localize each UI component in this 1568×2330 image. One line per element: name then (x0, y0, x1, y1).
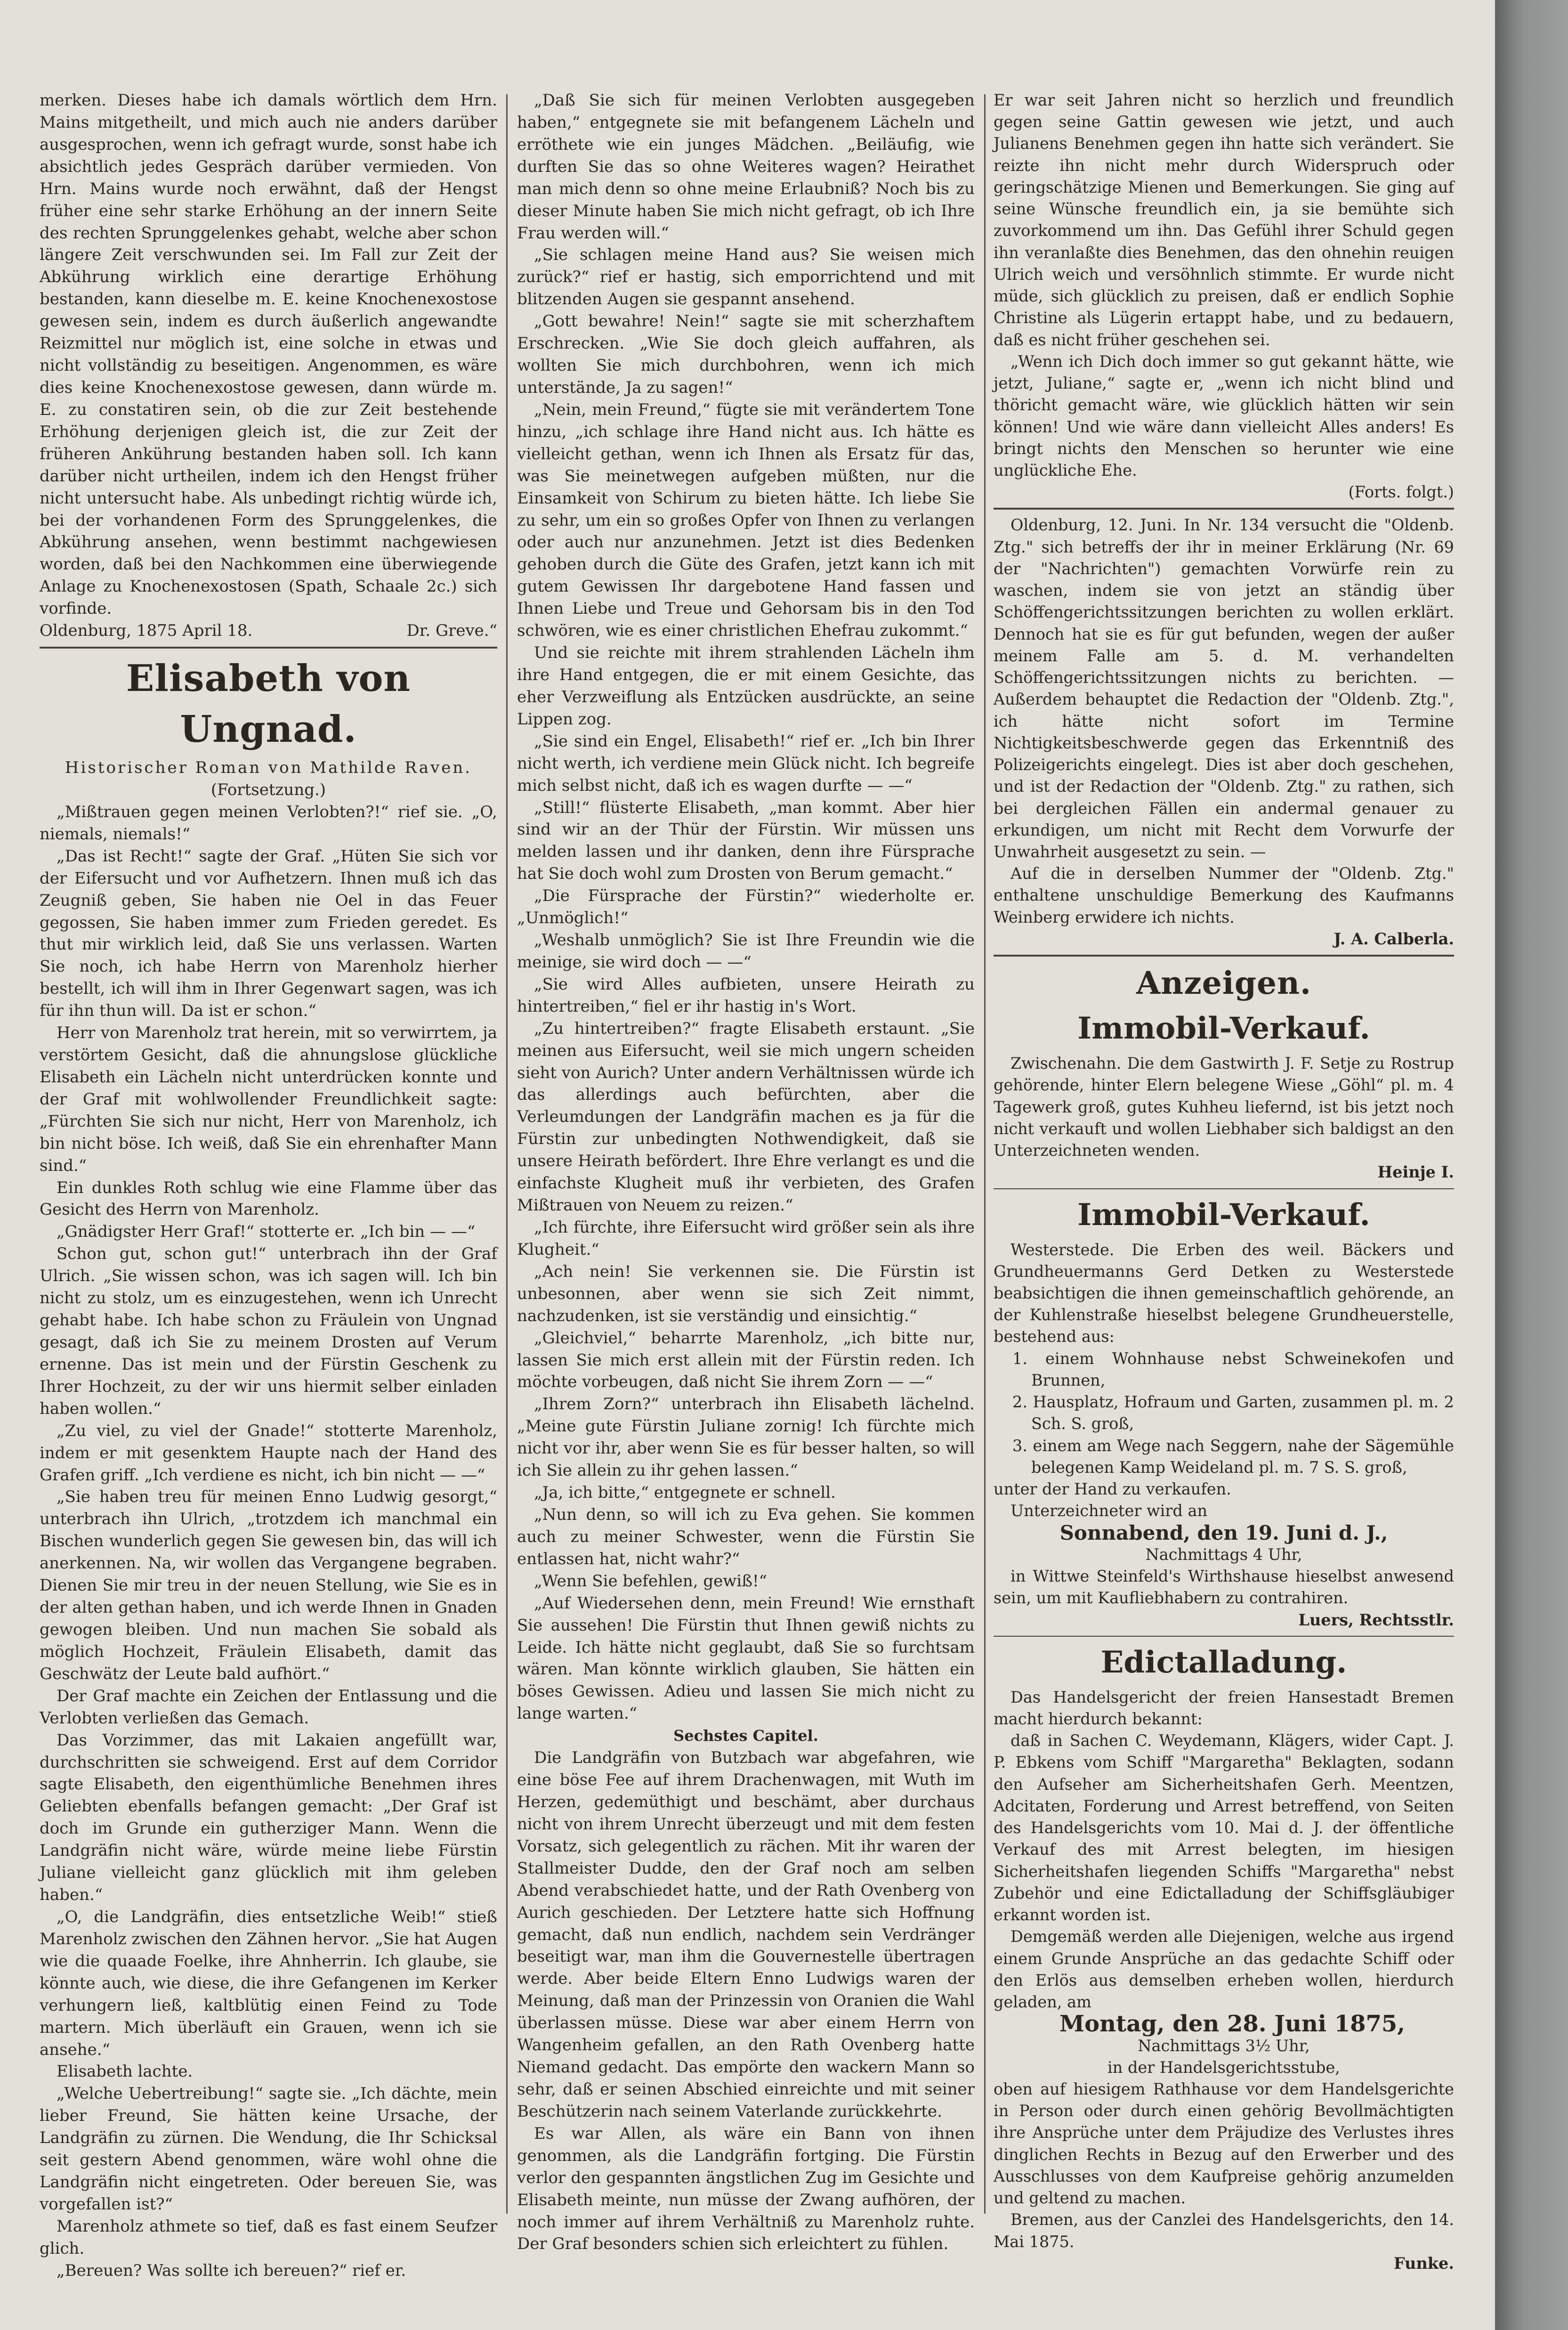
ad-text: Zwischenahn. Die dem Gastwirth J. F. Setje zu Rostrup gehörende, hinter Elern belegene Wiese „Göhl“ pl. m. 4 Tagewerk groß, gutes Kuhheu liefernd, ist bis jetzt noch nicht verkauft und wollen Liebhaber sich baldigst an den Unterzeichneten wenden. (994, 1054, 1454, 1160)
story-paragraph: „Zu hintertreiben?“ fragte Elisabeth erstaunt. „Sie meinen aus Eifersucht, weil sie mich ungern scheiden sieht von Aurich? Unter andern Verhältnissen würde ich das allerdings auch befürchten, aber die Verleumdungen der Landgräfin machen es ja für die Fürstin zur unbedingten Nothwendigkeit, daß sie unsere Heirath befördert. Ihre Ehre verlangt es und die einfachste Klugheit muß ihr verbieten, des Grafen Mißtrauen von Neuem zu reizen.“ (517, 1019, 975, 1215)
story-paragraph: Herr von Marenholz trat herein, mit so verwirrtem, ja verstörtem Gesicht, daß die ahnungslose glückliche Elisabeth ein Lächeln nicht unterdrücken konnte und der Graf mit wohlwollender Freundlichkeit sagte: „Fürchten Sie sich nur nicht, Herr von Marenholz, ich bin nicht böse. Ich weiß, daß Sie ein ehrenhafter Mann sind.“ (40, 1023, 497, 1175)
story-paragraph: „Sie haben treu für meinen Enno Ludwig gesorgt,“ unterbrach ihn Ulrich, „trotzdem ich manchmal ein Bischen wunderlich gegen Sie gewesen bin, das will ich anerkennen. Na, wir wollen das Vergangene begraben. Dienen Sie mir treu in der neuen Stellung, wie Sie es in der alten gethan haben, und ich werde Ihnen in Gnaden gewogen bleiben. Und nun machen Sie sobald als möglich Hochzeit, Fräulein Elisabeth, damit das Geschwätz der Leute bald aufhört.“ (40, 1487, 497, 1683)
story-paragraph: „O, die Landgräfin, dies entsetzliche Weib!“ stieß Marenholz zwischen den Zähnen hervor. „Sie hat Augen wie die quaade Foelke, ihre Ahnherrin. Ich glaube, sie könnte auch, wie diese, die ihre Gefangenen im Kerker verhungern ließ, kaltblütig einen Feind zu Tode martern. Mich überläuft ein Grauen, wenn ich sie ansehe.“ (40, 1907, 497, 2059)
novel-subtitle: Historischer Roman von Mathilde Raven. (65, 758, 472, 778)
ad-text: Unterzeichneter wird an (1010, 1502, 1208, 1520)
story-paragraph: „Ich fürchte, ihre Eifersucht wird größer sein als ihre Klugheit.“ (517, 1218, 975, 1259)
story-paragraph: „Ja, ich bitte,“ entgegnete er schnell. (534, 1483, 836, 1502)
ad-signature: Heinje I. (1377, 1163, 1454, 1182)
column-divider (984, 94, 986, 2214)
story-paragraph: „Weshalb unmöglich? Sie ist Ihre Freundin wie die meinige, sie wird doch — —“ (517, 931, 975, 972)
story-paragraph: „Die Fürsprache der Fürstin?“ wiederholte er. „Unmöglich!“ (517, 886, 975, 928)
story-paragraph: „Sie wird Alles aufbieten, unsere Heirath zu hintertreiben,“ fiel er ihr hastig in's Wort. (517, 974, 975, 1016)
scan-edge (1495, 0, 1568, 2330)
story-paragraph: „Ach nein! Sie verkennen sie. Die Fürstin ist unbesonnen, aber wenn sie sich Zeit nimmt, nachzudenken, ist sie verständig und einsichtig.“ (517, 1262, 975, 1325)
ad-signature: Funke. (1393, 2254, 1454, 2273)
ad-title: Immobil-Verkauf. (1077, 1197, 1370, 1233)
ad-closing: Bremen, aus der Canzlei des Handelsgerichts, den 14. Mai 1875. (994, 2210, 1454, 2251)
story-paragraph: „Das ist Recht!“ sagte der Graf. „Hüten Sie sich vor der Eifersucht und vor Aufhetzern. Ihnen muß ich das Zeugniß geben, Sie haben nie Oel in das Feuer gegossen, Sie haben immer zum Frieden geredet. Es thut mir wirklich leid, daß Sie uns verlassen. Warten Sie noch, ich habe Herrn von Marenholz hierher bestellt, ich will ihm in Ihrer Gegenwart sagen, was ich für ihn thun will. Da ist er schon.“ (40, 846, 497, 1021)
story-paragraph: „Ihrem Zorn?“ unterbrach ihn Elisabeth lächelnd. „Meine gute Fürstin Juliane zornig! Ich fürchte mich nicht vor ihr, aber wenn Sie es für besser halten, so will ich Sie allein zu ihr gehen lassen.“ (517, 1395, 975, 1480)
story-paragraph: Und sie reichte mit ihrem strahlenden Lächeln ihm ihre Hand entgegen, die er mit einem Gesichte, das eher Verzweiflung als Entzücken ausdrückte, an seine Lippen zog. (517, 643, 975, 729)
novel-title: Elisabeth von Ungnad. (126, 657, 411, 751)
ad-date: Montag, den 28. Juni 1875, (1059, 2011, 1405, 2038)
ad-time: Nachmittags 4 Uhr, (1145, 1545, 1302, 1564)
ad-location: in der Handelsgerichtsstube, (1107, 2058, 1340, 2077)
ad-divider (994, 1188, 1454, 1189)
ad-divider (994, 1636, 1454, 1637)
story-paragraph: Er war seit Jahren nicht so herzlich und freundlich gegen seine Gattin gewesen wie jetzt, und auch Julianens Benehmen gegen ihn hatte sich verändert. Sie reizte ihn nicht mehr durch Widerspruch oder geringschätzige Mienen und Bemerkungen. Sie ging auf seine Wünsche freundlich ein, ja sie bemühte sich zuvorkommend um ihn. Das Gefühl ihrer Schuld gegen ihn veranlaßte dies Benehmen, das den ohnehin reuigen Ulrich weich und versöhnlich stimmte. Er wurde nicht müde, sich glücklich zu preisen, daß er endlich Sophie Christine als Lügerin ertappt habe, und zu bedauern, daß es nicht früher geschehen sei. (994, 91, 1454, 349)
story-paragraph: Marenholz athmete so tief, daß es fast einem Seufzer glich. (40, 2216, 497, 2258)
oldenburg-signature: J. A. Calberla. (1334, 929, 1454, 948)
story-paragraph: „Nein, mein Freund,“ fügte sie mit verändertem Tone hinzu, „ich schlage ihre Hand nicht aus. Ich hätte es vielleicht gethan, wenn ich Ihnen als Ersatz für das, was Sie meinetwegen aufgeben müßten, nur die Einsamkeit von Schirum zu bieten hätte. Ich liebe Sie zu sehr, um ein so großes Opfer von Ihnen zu verlangen oder auch nur anzunehmen. Jetzt ist dies Bedenken gehoben durch die Güte des Grafen, jetzt kann ich mit gutem Gewissen Ihr dargebotene Hand fassen und Ihnen Liebe und Treue und Gehorsam bis in den Tod schwören, wie es einer christlichen Ehefrau zukommt.“ (517, 400, 975, 641)
section-divider (40, 647, 497, 649)
story-paragraph: Das Vorzimmer, das mit Lakaien angefüllt war, durchschritten sie schweigend. Erst auf dem Corridor sagte Elisabeth, den eigenthümliche Benehmen ihres Geliebten ebenfalls befangen gemacht: „Der Graf ist doch im Grunde ein gutherziger Mann. Wenn die Landgräfin nicht wäre, würde meine liebe Fürstin Juliane vielleicht ganz glücklich mit ihm geleben haben.“ (40, 1730, 497, 1905)
story-paragraph: „Zu viel, zu viel der Gnade!“ stotterte Marenholz, indem er mit gesenktem Haupte nach der Hand des Grafen griff. „Ich verdiene es nicht, ich bin nicht — —“ (40, 1421, 497, 1485)
novel-continuation: (Fortsetzung.) (210, 780, 326, 799)
report-signature (40, 620, 497, 642)
story-paragraph: „Bereuen? Was sollte ich bereuen?“ rief er. (57, 2261, 406, 2280)
report-place-date: Oldenburg, 1875 April 18. (40, 621, 253, 641)
column-right (994, 89, 1454, 2274)
story-paragraph: „Gott bewahre! Nein!“ sagte sie mit scherzhaftem Erschrecken. „Wie Sie doch gleich auffahren, als wollten Sie mich durchbohren, wenn ich mich unterstände, Ja zu sagen!“ (517, 312, 975, 397)
ad-text: unter der Hand zu verkaufen. (994, 1480, 1231, 1499)
story-paragraph: „Welche Uebertreibung!“ sagte sie. „Ich dächte, mein lieber Freund, Sie hätten keine Ursache, der Landgräfin zu zürnen. Die Wendung, die Ihr Schicksal seit gestern Abend genommen, wäre wohl ohne die Landgräfin nicht eingetreten. Oder bereuen Sie, was vorgefallen ist?“ (40, 2084, 497, 2214)
column-middle (517, 89, 975, 2255)
ad-list-item: 2. Hausplatz, Hofraum und Garten, zusammen pl. m. 2 Sch. S. groß, (1012, 1393, 1454, 1433)
ad-title: Edictalladung. (1100, 1644, 1347, 1680)
story-paragraph: „Wenn ich Dich doch immer so gut gekannt hätte, wie jetzt, Juliane,“ sagte er, „wenn ich nicht blind und thöricht gemacht wäre, wie glücklich hätten wir sein können! Und wie wäre dann vielleicht Alles anders! Es bringt nichts den Menschen so herunter wie eine unglückliche Ehe. (994, 352, 1454, 479)
ad-text: Das Handelsgericht der freien Hansestadt Bremen macht hierdurch bekannt: (994, 1688, 1454, 1728)
section-divider (994, 508, 1454, 510)
story-paragraph: Ein dunkles Roth schlug wie eine Flamme über das Gesicht des Herrn von Marenholz. (40, 1178, 497, 1219)
ad-signature: Luers, Rechtsstlr. (1298, 1610, 1454, 1629)
column-divider (506, 94, 508, 2214)
story-paragraph: „Auf Wiedersehen denn, mein Freund! Wie ernsthaft Sie aussehen! Die Fürstin thut Ihnen gewiß nichts zu Leide. Ich hätte nicht geglaubt, daß Sie so furchtsam wären. Man könnte wirklich glauben, Sie hätten ein böses Gewissen. Adieu und lassen Sie mich nicht zu lange warten.“ (517, 1593, 975, 1723)
report-author: Dr. Greve.“ (406, 621, 497, 641)
story-paragraph: „Sie schlagen meine Hand aus? Sie weisen mich zurück?“ rief er hastig, sich emporrichtend und mit blitzenden Augen sie gespannt ansehend. (517, 245, 975, 309)
ad-title: Immobil-Verkauf. (1077, 1011, 1370, 1047)
ad-text: Westerstede. Die Erben des weil. Bäckers und Grundheuermanns Gerd Detken zu Westerstede beabsichtigen die ihnen gemeinschaftlich gehörende, an der Kuhlenstraße hieselbst belegene Grundheuerstelle, bestehend aus: (994, 1240, 1454, 1346)
ad-text: in Wittwe Steinfeld's Wirthshause hieselbst anwesend sein, um mit Kaufliebhabern zu contrahiren. (994, 1567, 1454, 1607)
story-paragraph: Elisabeth lachte. (57, 2062, 193, 2081)
story-paragraph: „Mißtrauen gegen meinen Verlobten?!“ rief sie. „O, niemals, niemals!“ (40, 802, 497, 844)
chapter-heading: Sechstes Capitel. (673, 1727, 818, 1745)
story-paragraph: „Still!“ flüsterte Elisabeth, „man kommt. Aber hier sind wir an der Thür der Fürstin. Wir müssen uns melden lassen und ihr danken, denn ihre Fürsprache hat Sie doch wohl zum Drosten von Berum gemacht.“ (517, 798, 975, 884)
story-paragraph: „Daß Sie sich für meinen Verlobten ausgegeben haben,“ entgegnete sie mit befangenem Lächeln und erröthete wie ein junges Mädchen. „Beiläufig, wie durften Sie das so ohne Weiteres wagen? Heirathet man mich denn so ohne meine Erlaubniß? Noch bis zu dieser Minute haben Sie mich nicht gefragt, ob ich Ihre Frau werden will.“ (517, 91, 975, 243)
ad-text: oben auf hiesigem Rathhause vor dem Handelsgerichte in Person oder durch einen gehörig Bevollmächtigten ihre Ansprüche unter dem Präjudize des Verlustes ihres dinglichen Rechts in Bezug auf den Erwerber und des Ausschlusses von dem Kaufpreise gehörig anzumelden und geltend zu machen. (994, 2079, 1454, 2208)
oldenburg-notice: Auf die in derselben Nummer der "Oldenb. Ztg." enthaltene unschuldige Bemerkung des Kaufmanns Weinberg erwidere ich nichts. (994, 864, 1454, 926)
ad-list-item: 1. einem Wohnhause nebst Schweinekofen und Brunnen, (1012, 1349, 1454, 1389)
story-paragraph: „Gnädigster Herr Graf!“ stotterte er. „Ich bin — —“ (57, 1222, 476, 1242)
ad-date: Sonnabend, den 19. Juni d. J., (1059, 1521, 1388, 1544)
story-paragraph: Die Landgräfin von Butzbach war abgefahren, wie eine böse Fee auf ihrem Drachenwagen, mit Wuth im Herzen, gedemüthigt und beschämt, aber durchaus nicht von ihrem Unrecht überzeugt und mit dem festen Vorsatz, sich gelegentlich zu rächen. Mit ihr waren der Stallmeister Dudde, den der Graf noch am selben Abend verabschiedet hatte, und der Rath Ovenberg von Aurich geschieden. Der Letztere hatte sich Hoffnung gemacht, daß nun endlich, nachdem sein Verdränger beseitigt war, man ihm die Gouvernestelle übertragen werde. Aber beide Eltern Enno Ludwigs waren der Meinung, daß man der Prinzessin von Oranien die Wahl überlassen müsse. Diese war aber einem Herrn von Wangenheim gefallen, an den Rath Ovenberg hatte Niemand gedacht. Das empörte den wackern Mann so sehr, daß er seinen Abschied einreichte und mit seiner Beschützerin nach seinem Vaterlande zurückkehrte. (517, 1748, 975, 2121)
story-paragraph: „Nun denn, so will ich zu Eva gehen. Sie kommen auch zu meiner Schwester, wenn die Fürstin Sie entlassen hat, nicht wahr?“ (517, 1505, 975, 1568)
section-divider (994, 955, 1454, 957)
story-paragraph: Der Graf machte ein Zeichen der Entlassung und die Verlobten verließen das Gemach. (40, 1686, 497, 1728)
ads-heading: Anzeigen. (1136, 965, 1311, 1002)
story-paragraph: „Gleichviel,“ beharrte Marenholz, „ich bitte nur, lassen Sie mich erst allein mit der Fürstin reden. Ich möchte vorbeugen, daß nicht Sie ihrem Zorn — —“ (517, 1328, 975, 1392)
story-paragraph: „Wenn Sie befehlen, gewiß!“ (534, 1571, 768, 1591)
ad-list-item: 3. einem am Wege nach Seggern, nahe der Sägemühle belegenen Kamp Weideland pl. m. 7 S. S. groß, (1012, 1436, 1454, 1477)
ad-text: daß in Sachen C. Weydemann, Klägers, wider Capt. J. P. Ebkens vom Schiff "Margaretha" Beklagten, sodann den Aufseher am Sicherheitshafen Gerh. Meentzen, Adcitaten, Forderung und Arrest betreffend, von Seiten des Handelsgerichts vom 10. Mai d. J. der öffentliche Verkauf des mit Arrest belegten, im hiesigen Sicherheitshafen liegenden Schiffs "Margaretha" nebst Zubehör und eine Edictalladung der Schiffsgläubiger erkannt worden ist. (994, 1731, 1454, 1924)
story-paragraph: „Sie sind ein Engel, Elisabeth!“ rief er. „Ich bin Ihrer nicht werth, ich verdiene mein Glück nicht. Ich begreife mich selbst nicht, daß ich es wagen durfte — —“ (517, 731, 975, 795)
story-paragraph: Schon gut, schon gut!“ unterbrach ihn der Graf Ulrich. „Sie wissen schon, was ich sagen will. Ich bin nicht zu stolz, um es einzugestehen, wenn ich Unrecht gehabt habe. Ich habe schon zu Fräulein von Ungnad gesagt, daß ich Sie zu meinem Drosten auf Verum ernenne. Das ist mein und der Fürstin Geschenk zu Ihrer Hochzeit, zu der wir uns hiermit selber einladen haben wollen.“ (40, 1244, 497, 1418)
ad-time: Nachmittags 3½ Uhr, (1138, 2036, 1310, 2055)
continued-note: (Forts. folgt.) (1348, 483, 1454, 502)
story-paragraph: Es war Allen, als wäre ein Bann von ihnen genommen, als die Landgräfin fortging. Die Fürstin verlor den gespannten ängstlichen Zug im Gesichte und Elisabeth meinte, nun müsse der Zwang aufhören, der noch immer auf ihrem Verhältniß zu Marenholz ruhte. Der Graf besonders schien sich erleichtert zu fühlen. (517, 2124, 975, 2254)
ad-text: Demgemäß werden alle Diejenigen, welche aus irgend einem Grunde Ansprüche an das gedachte Schiff oder den Erlös aus demselben erheben wollen, hierdurch geladen, am (994, 1927, 1454, 2012)
oldenburg-notice: Oldenburg, 12. Juni. In Nr. 134 versucht die "Oldenb. Ztg." sich betreffs der ihr in meiner Erklärung (Nr. 69 der "Nachrichten") gemachten Vorwürfe rein zu waschen, indem sie von jetzt an ständig über Schöffengerichtssitzungen berichten zu wollen erklärt. Dennoch hat sie es für gut befunden, wegen der außer meinem Falle am 5. d. M. verhandelten Schöffengerichtssitzungen nichts zu berichten. — Außerdem behauptet die Redaction der "Oldenb. Ztg.", ich hätte nicht sofort im Termine Nichtigkeitsbeschwerde gegen das Erkenntniß des Polizeigerichts eingelegt. Dies ist aber doch geschehen, und ist der Redaction der "Oldenb. Ztg." zu rathen, sich bei dergleichen Fällen ein andermal genauer zu erkundigen, um nicht mit Recht dem Vorwurfe der Unwahrheit ausgesetzt zu sein. — (994, 516, 1454, 861)
column-left (40, 89, 497, 2282)
veterinary-report-text: merken. Dieses habe ich damals wörtlich dem Hrn. Mains mitgetheilt, und mich auch nie anders darüber ausgesprochen, wenn ich gefragt wurde, sonst habe ich absichtlich jedes Gespräch darüber vermieden. Von Hrn. Mains wurde noch erwähnt, daß der Hengst früher eine sehr starke Erhöhung an der innern Seite des rechten Sprunggelenkes gehabt, welche aber schon längere Zeit verschwunden sei. Im Fall zur Zeit der Abkührung wirklich eine derartige Erhöhung bestanden, kann dieselbe m. E. keine Knochenexostose gewesen sein, indem es durch äußerlich angewandte Reizmittel nur möglich ist, eine solche in etwas und nicht vollständig zu beseitigen. Angenommen, es wäre dies keine Knochenexostose gewesen, dann würde m. E. zu constatiren sein, ob die zur Zeit bestehende Erhöhung derjenigen gleich ist, die zur Zeit der früheren Ankührung bestanden haben soll. Ich kann darüber nicht urtheilen, indem ich den Hengst früher nicht untersucht habe. Als unbedingt richtig würde ich, bei der vorhandenen Form des Sprunggelenkes, die Abkührung ansehen, wenn bestimmt nachgewiesen worden, daß bei den Nachkommen eine überwiegende Anlage zu Knochenexostosen (Spath, Schaale 2c.) sich vorfinde. (40, 91, 497, 618)
